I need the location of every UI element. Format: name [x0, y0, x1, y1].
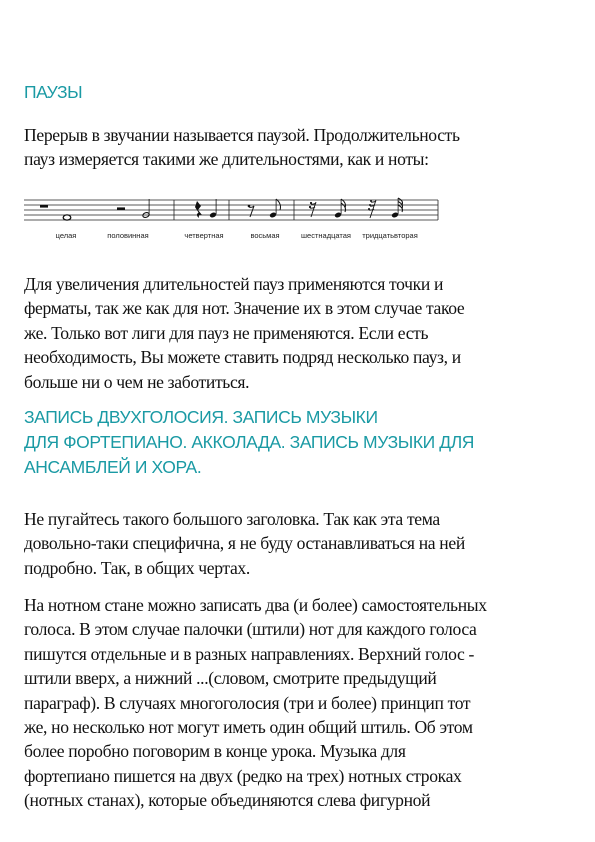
intro-paragraph	[24, 123, 460, 172]
text-line: довольно-таки специфична, я не буду останавливаться на ней	[24, 533, 465, 554]
text-line: же. Только вот лиги для пауз не применяются. Если есть	[24, 322, 429, 343]
text-line: (нотных станах), которые объединяются слева фигурной	[24, 790, 431, 811]
figure-label-thirty-second: тридцатьвторая	[362, 231, 418, 240]
figure-label-whole: целая	[55, 231, 77, 240]
figure-label-eighth: восьмая	[250, 231, 280, 240]
text-line: Не пугайтесь такого большого заголовка. Так как эта тема	[24, 509, 440, 529]
half-note-icon	[142, 199, 150, 218]
text-line: Для увеличения длительностей пауз применяются точки и	[24, 274, 444, 294]
quarter-rest-icon	[195, 201, 202, 218]
text-line: более поробно поговорим в конце урока. Музыка для	[24, 741, 406, 762]
text-line: ферматы, так же как для нот. Значение их в этом случае такое	[24, 298, 465, 319]
sixteenth-note-icon	[334, 199, 345, 218]
rests-notation-figure	[22, 196, 442, 246]
figure-label-sixteenth: шестнадцатая	[301, 231, 351, 240]
section-heading-polyphony	[24, 405, 474, 480]
text-line: Перерыв в звучании называется паузой. Продолжительность	[24, 125, 460, 145]
intro-polyphony-paragraph	[24, 507, 465, 580]
text-line: параграф). В случаях многоголосия (три и более) принцип тот	[24, 692, 471, 713]
heading-line: ЗАПИСЬ ДВУХГОЛОСИЯ. ЗАПИСЬ МУЗЫКИ	[24, 407, 378, 427]
text-line: подробно. Так, в общих чертах.	[24, 557, 250, 578]
section-heading-pauses: ПАУЗЫ	[24, 82, 83, 102]
text-line: фортепиано пишется на двух (редко на трех) нотных строках	[24, 765, 462, 786]
whole-rest-icon	[40, 205, 48, 208]
text-line: штили вверх, а нижний ...(словом, смотрите предыдущий	[24, 668, 437, 689]
dots-fermatas-paragraph	[24, 272, 464, 394]
eighth-note-icon	[269, 199, 280, 218]
staff-lines	[24, 200, 438, 220]
half-rest-icon	[117, 207, 125, 210]
quarter-note-icon	[209, 199, 217, 218]
heading-line: АНСАМБЛЕЙ И ХОРА.	[24, 457, 202, 477]
text-line: же, но несколько нот могут иметь один общий штиль. Об этом	[24, 717, 473, 738]
text-line: пишутся отдельные и в разных направлениях. Верхний голос -	[24, 643, 475, 664]
heading-line: ДЛЯ ФОРТЕПИАНО. АККОЛАДА. ЗАПИСЬ МУЗЫКИ ДЛЯ	[24, 432, 475, 452]
text-line: больше ни о чем не заботиться.	[24, 371, 250, 392]
text-line: пауз измеряется такими же длительностями, как и ноты:	[24, 149, 429, 170]
text-line: необходимость, Вы можете ставить подряд несколько пауз, и	[24, 347, 461, 368]
figure-label-quarter: четвертная	[184, 231, 224, 240]
polyphony-paragraph	[24, 593, 487, 813]
figure-label-half: половинная	[107, 231, 149, 240]
whole-note-icon	[63, 215, 71, 220]
text-line: голоса. В этом случае палочки (штили) нот для каждого голоса	[24, 619, 477, 640]
text-line: На нотном стане можно записать два (и более) самостоятельных	[24, 595, 487, 615]
